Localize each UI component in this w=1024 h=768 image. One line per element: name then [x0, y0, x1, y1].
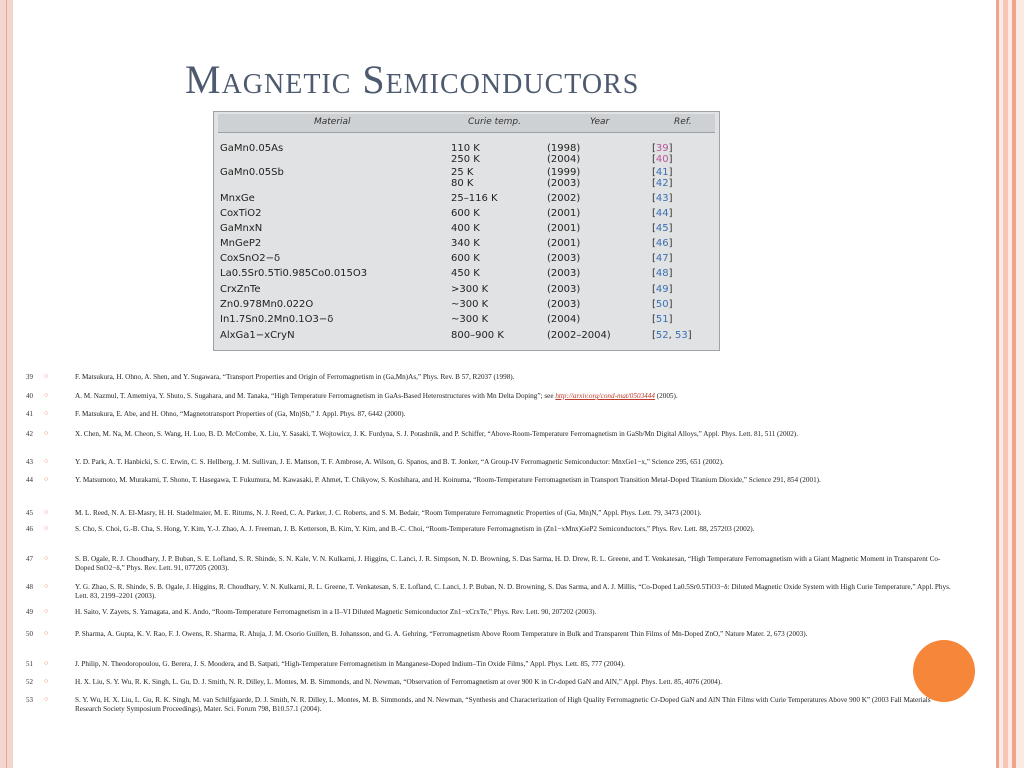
cell-material: CoxSnO2−δ — [220, 253, 281, 264]
header-ref: Ref. — [674, 117, 692, 127]
reference-body: F. Matsukura, E. Abe, and H. Ohno, “Magnetotransport Properties of (Ga, Mn)Sb,” J. Appl. Phys. 87, 6442 (2000). — [75, 410, 406, 418]
reference-text — [75, 392, 955, 401]
reference-number: 48 — [26, 583, 33, 591]
ref-link[interactable]: 44 — [655, 208, 669, 219]
reference-text — [75, 608, 955, 617]
cell-curie-temp: 250 K — [451, 154, 480, 165]
cell-year: (2003) — [547, 284, 581, 295]
cell-ref: [43] — [652, 193, 673, 204]
table-row — [214, 223, 719, 236]
cell-ref: [42] — [652, 178, 673, 189]
reference-body: J. Philip, N. Theodoropoulou, G. Berera, J. S. Moodera, and B. Satpati, “High-Temperature Ferromagnetism in Manganese-Doped Indium–Tin Oxide Films,” Appl. Phys. Lett. 85, 777 (2004). — [75, 660, 625, 668]
table-row — [214, 238, 719, 251]
cell-material: La0.5Sr0.5Ti0.985Co0.015O3 — [220, 268, 368, 279]
reference-number: 53 — [26, 696, 33, 704]
ref-link[interactable]: 52 — [655, 330, 669, 341]
cell-year: (2004) — [547, 314, 581, 325]
cell-material: MnxGe — [220, 193, 255, 204]
cell-year: (2004) — [547, 154, 581, 165]
bullet-icon: ○ — [44, 695, 49, 703]
reference-text — [75, 583, 955, 601]
table-row — [214, 299, 719, 312]
decorative-orange-circle — [913, 640, 975, 702]
cell-year: (2003) — [547, 253, 581, 264]
reference-suffix: (2005). — [654, 392, 678, 400]
bullet-icon: ○ — [44, 607, 49, 615]
bullet-icon: ○ — [44, 524, 49, 532]
cell-material: Zn0.978Mn0.022O — [220, 299, 314, 310]
cell-material: AlxGa1−xCryN — [220, 330, 295, 341]
table-row — [214, 154, 719, 167]
header-curie-temp: Curie temp. — [468, 117, 521, 127]
cell-material: GaMn0.05As — [220, 143, 284, 154]
cell-ref: [46] — [652, 238, 673, 249]
cell-material: MnGeP2 — [220, 238, 262, 249]
bullet-icon: ○ — [44, 429, 49, 437]
cell-ref: [48] — [652, 268, 673, 279]
reference-number: 49 — [26, 608, 33, 616]
reference-body: Y. Matsumoto, M. Murakami, T. Shono, T. Hasegawa, T. Fukumura, M. Kawasaki, P. Ahmet, T. Chikyow, S. Koshihara, and H. Koinuma, “Room-Temperature Ferromagnetism in Transport Transition Metal-Doped Titanium Dioxide,” Science 291, 854 (2001). — [75, 476, 821, 484]
reference-text — [75, 373, 955, 382]
cell-ref: [40] — [652, 154, 673, 165]
reference-body: H. Saito, V. Zayets, S. Yamagata, and K. Ando, “Room-Temperature Ferromagnetism in a II–VI Diluted Magnetic Semiconductor Zn1−xCrxTe,” Phys. Rev. Lett. 90, 207202 (2003). — [75, 608, 597, 616]
table-row — [214, 314, 719, 327]
cell-material: GaMnxN — [220, 223, 263, 234]
reference-text — [75, 555, 955, 573]
ref-link[interactable]: 43 — [655, 193, 669, 204]
cell-ref: [51] — [652, 314, 673, 325]
reference-text — [75, 509, 955, 518]
bullet-icon: ○ — [44, 554, 49, 562]
header-year: Year — [590, 117, 610, 127]
slide-title: Magnetic Semiconductors — [185, 57, 640, 102]
reference-number: 41 — [26, 410, 33, 418]
reference-number: 45 — [26, 509, 33, 517]
right-border-decoration — [996, 0, 1024, 768]
table-row — [214, 178, 719, 191]
cell-ref: [50] — [652, 299, 673, 310]
ref-link[interactable]: 50 — [655, 299, 669, 310]
reference-text — [75, 630, 955, 639]
reference-text — [75, 660, 955, 669]
cell-curie-temp: 80 K — [451, 178, 474, 189]
table-row — [214, 284, 719, 297]
table-header — [218, 114, 715, 133]
cell-ref: [45] — [652, 223, 673, 234]
reference-body: X. Chen, M. Na, M. Cheon, S. Wang, H. Luo, B. D. McCombe, X. Liu, Y. Sasaki, T. Wojtowicz, J. K. Furdyna, S. J. Potashnik, and P. Schiffer, “Above-Room-Temperature Ferromagnetism in GaSb/Mn Digital Alloys,” Appl. Phys. Lett. 81, 511 (2002). — [75, 430, 798, 438]
reference-body: M. L. Reed, N. A. El-Masry, H. H. Stadelmaier, M. E. Ritums, N. J. Reed, C. A. Parker, J. C. Roberts, and S. M. Bedair, “Room Temperature Ferromagnetic Properties of (Ga, Mn)N,” Appl. Phys. Lett. 79, 3473 (2001). — [75, 509, 702, 517]
reference-number: 46 — [26, 525, 33, 533]
cell-curie-temp: 450 K — [451, 268, 480, 279]
ref-link[interactable]: 53 — [675, 330, 688, 341]
cell-ref: [41] — [652, 167, 673, 178]
ref-link[interactable]: 45 — [655, 223, 669, 234]
reference-body: S. Y. Wu, H. X. Liu, L. Gu, R. K. Singh, M. van Schilfgaarde, D. J. Smith, N. R. Dilley, L. Montes, M. B. Simmonds, and N. Newman, “Synthesis and Characterization of High Quality Ferromagnetic Cr-Doped GaN and AlN Thin Films with Curie Temperatures Above 900 K” (2003 Fall Materials Research Society Symposium Proceedings), Mater. Sci. Forum 798, B10.57.1 (2004). — [75, 696, 931, 713]
reference-text — [75, 410, 955, 419]
table-row — [214, 208, 719, 221]
reference-body: A. M. Nazmul, T. Amemiya, Y. Shuto, S. Sugahara, and M. Tanaka, “High Temperature Ferromagnetism in GaAs-Based Heterostructures with Mn Delta Doping”; see — [75, 392, 554, 400]
ref-link[interactable]: 46 — [655, 238, 669, 249]
reference-number: 50 — [26, 630, 33, 638]
reference-number: 42 — [26, 430, 33, 438]
cell-year: (2003) — [547, 268, 581, 279]
arxiv-link[interactable]: http://arxiv.org/cond-mat/0503444 — [555, 392, 655, 400]
bullet-icon: ○ — [44, 629, 49, 637]
cell-material: CrxZnTe — [220, 284, 261, 295]
reference-number: 51 — [26, 660, 33, 668]
cell-year: (1999) — [547, 167, 581, 178]
table-row — [214, 193, 719, 206]
cell-material: In1.7Sn0.2Mn0.1O3−δ — [220, 314, 334, 325]
cell-curie-temp: 600 K — [451, 208, 480, 219]
ref-link[interactable]: 47 — [655, 253, 669, 264]
reference-number: 39 — [26, 373, 33, 381]
cell-material: CoxTiO2 — [220, 208, 262, 219]
table-row — [214, 268, 719, 281]
reference-text — [75, 458, 955, 467]
table-row — [214, 253, 719, 266]
cell-curie-temp: ~300 K — [451, 299, 489, 310]
bullet-icon: ○ — [44, 457, 49, 465]
ref-link[interactable]: 48 — [655, 268, 669, 279]
ref-link[interactable]: 51 — [655, 314, 669, 325]
bullet-icon: ○ — [44, 677, 49, 685]
reference-body: F. Matsukura, H. Ohno, A. Shen, and Y. Sugawara, “Transport Properties and Origin of Ferromagnetism in (Ga,Mn)As,” Phys. Rev. B 57, R2037 (1998). — [75, 373, 515, 381]
cell-year: (2001) — [547, 223, 581, 234]
cell-material: GaMn0.05Sb — [220, 167, 284, 178]
cell-curie-temp: 600 K — [451, 253, 480, 264]
reference-body: H. X. Liu, S. Y. Wu, R. K. Singh, L. Gu, D. J. Smith, N. R. Dilley, L. Montes, M. B. Simmonds, and N. Newman, “Observation of Ferromagnetism at over 900 K in Cr-doped GaN and AlN,” Appl. Phys. Lett. 85, 4076 (2004). — [75, 678, 722, 686]
reference-number: 44 — [26, 476, 33, 484]
cell-ref: [39] — [652, 143, 673, 154]
cell-curie-temp: 110 K — [451, 143, 480, 154]
curie-temperature-table — [213, 111, 720, 351]
bullet-icon: ○ — [44, 391, 49, 399]
table-row — [214, 330, 719, 343]
reference-body: S. Cho, S. Choi, G.-B. Cha, S. Hong, Y. Kim, Y.-J. Zhao, A. J. Freeman, J. B. Ketterson, B. Kim, Y. Kim, and B.-C. Choi, “Room-Temperature Ferromagnetism in (Zn1−xMnx)GeP2 Semiconductors,” Phys. Rev. Lett. 88, 257203 (2002). — [75, 525, 755, 533]
bullet-icon: ○ — [44, 582, 49, 590]
bullet-icon: ○ — [44, 372, 49, 380]
cell-year: (2003) — [547, 178, 581, 189]
reference-number: 40 — [26, 392, 33, 400]
cell-ref: [47] — [652, 253, 673, 264]
cell-year: (2001) — [547, 238, 581, 249]
ref-link[interactable]: 41 — [655, 167, 669, 178]
cell-curie-temp: 400 K — [451, 223, 480, 234]
cell-curie-temp: >300 K — [451, 284, 489, 295]
cell-curie-temp: ~300 K — [451, 314, 489, 325]
reference-text — [75, 678, 955, 687]
cell-ref: [44] — [652, 208, 673, 219]
ref-link[interactable]: 40 — [655, 154, 669, 165]
cell-year: (1998) — [547, 143, 581, 154]
cell-year: (2002–2004) — [547, 330, 611, 341]
reference-text — [75, 476, 955, 485]
reference-number: 43 — [26, 458, 33, 466]
ref-link[interactable]: 42 — [655, 178, 669, 189]
cell-year: (2002) — [547, 193, 581, 204]
cell-ref: [52, 53] — [652, 330, 692, 341]
cell-ref: [49] — [652, 284, 673, 295]
reference-body: Y. D. Park, A. T. Hanbicki, S. C. Erwin, C. S. Hellberg, J. M. Sullivan, J. E. Mattson, T. F. Ambrose, A. Wilson, G. Spanos, and B. T. Jonker, “A Group-IV Ferromagnetic Semiconductor: MnxGe1−x,” Science 295, 651 (2002). — [75, 458, 724, 466]
cell-year: (2003) — [547, 299, 581, 310]
reference-body: P. Sharma, A. Gupta, K. V. Rao, F. J. Owens, R. Sharma, R. Ahuja, J. M. Osorio Guillen, B. Johansson, and G. A. Gehring, “Ferromagnetism Above Room Temperature in Bulk and Transparent Thin Films of Mn-Doped ZnO,” Nature Mater. 2, 673 (2003). — [75, 630, 808, 638]
bullet-icon: ○ — [44, 475, 49, 483]
reference-text — [75, 525, 955, 534]
cell-year: (2001) — [547, 208, 581, 219]
ref-link[interactable]: 39 — [655, 143, 669, 154]
bullet-icon: ○ — [44, 409, 49, 417]
reference-number: 47 — [26, 555, 33, 563]
reference-number: 52 — [26, 678, 33, 686]
ref-link[interactable]: 49 — [655, 284, 669, 295]
reference-text — [75, 696, 955, 714]
cell-curie-temp: 25–116 K — [451, 193, 498, 204]
reference-body: S. B. Ogale, R. J. Choudhary, J. P. Buban, S. E. Lofland, S. R. Shinde, S. N. Kale, V. N. Kulkarni, J. Higgins, C. Lanci, J. R. Simpson, N. D. Browning, S. Das Sarma, H. D. Drew, R. L. Greene, and T. Venkatesan, “High Temperature Ferromagnetism with a Giant Magnetic Moment in Transparent Co-Doped SnO2−δ,” Phys. Rev. Lett. 91, 077205 (2003). — [75, 555, 941, 572]
reference-text — [75, 430, 955, 439]
cell-curie-temp: 340 K — [451, 238, 480, 249]
header-material: Material — [314, 117, 351, 127]
left-border-decoration — [0, 0, 13, 768]
cell-curie-temp: 25 K — [451, 167, 474, 178]
reference-body: Y. G. Zhao, S. R. Shinde, S. B. Ogale, J. Higgins, R. Choudhary, V. N. Kulkarni, R. L. Greene, T. Venkatesan, S. E. Lofland, C. Lanci, J. P. Buban, N. D. Browning, S. Das Sarma, and A. J. Millis, “Co-Doped La0.5Sr0.5TiO3−δ: Diluted Magnetic Oxide System with High Curie Temperature,” Appl. Phys. Lett. 83, 2199–2201 (2003). — [75, 583, 951, 600]
bullet-icon: ○ — [44, 508, 49, 516]
bullet-icon: ○ — [44, 659, 49, 667]
cell-curie-temp: 800–900 K — [451, 330, 504, 341]
